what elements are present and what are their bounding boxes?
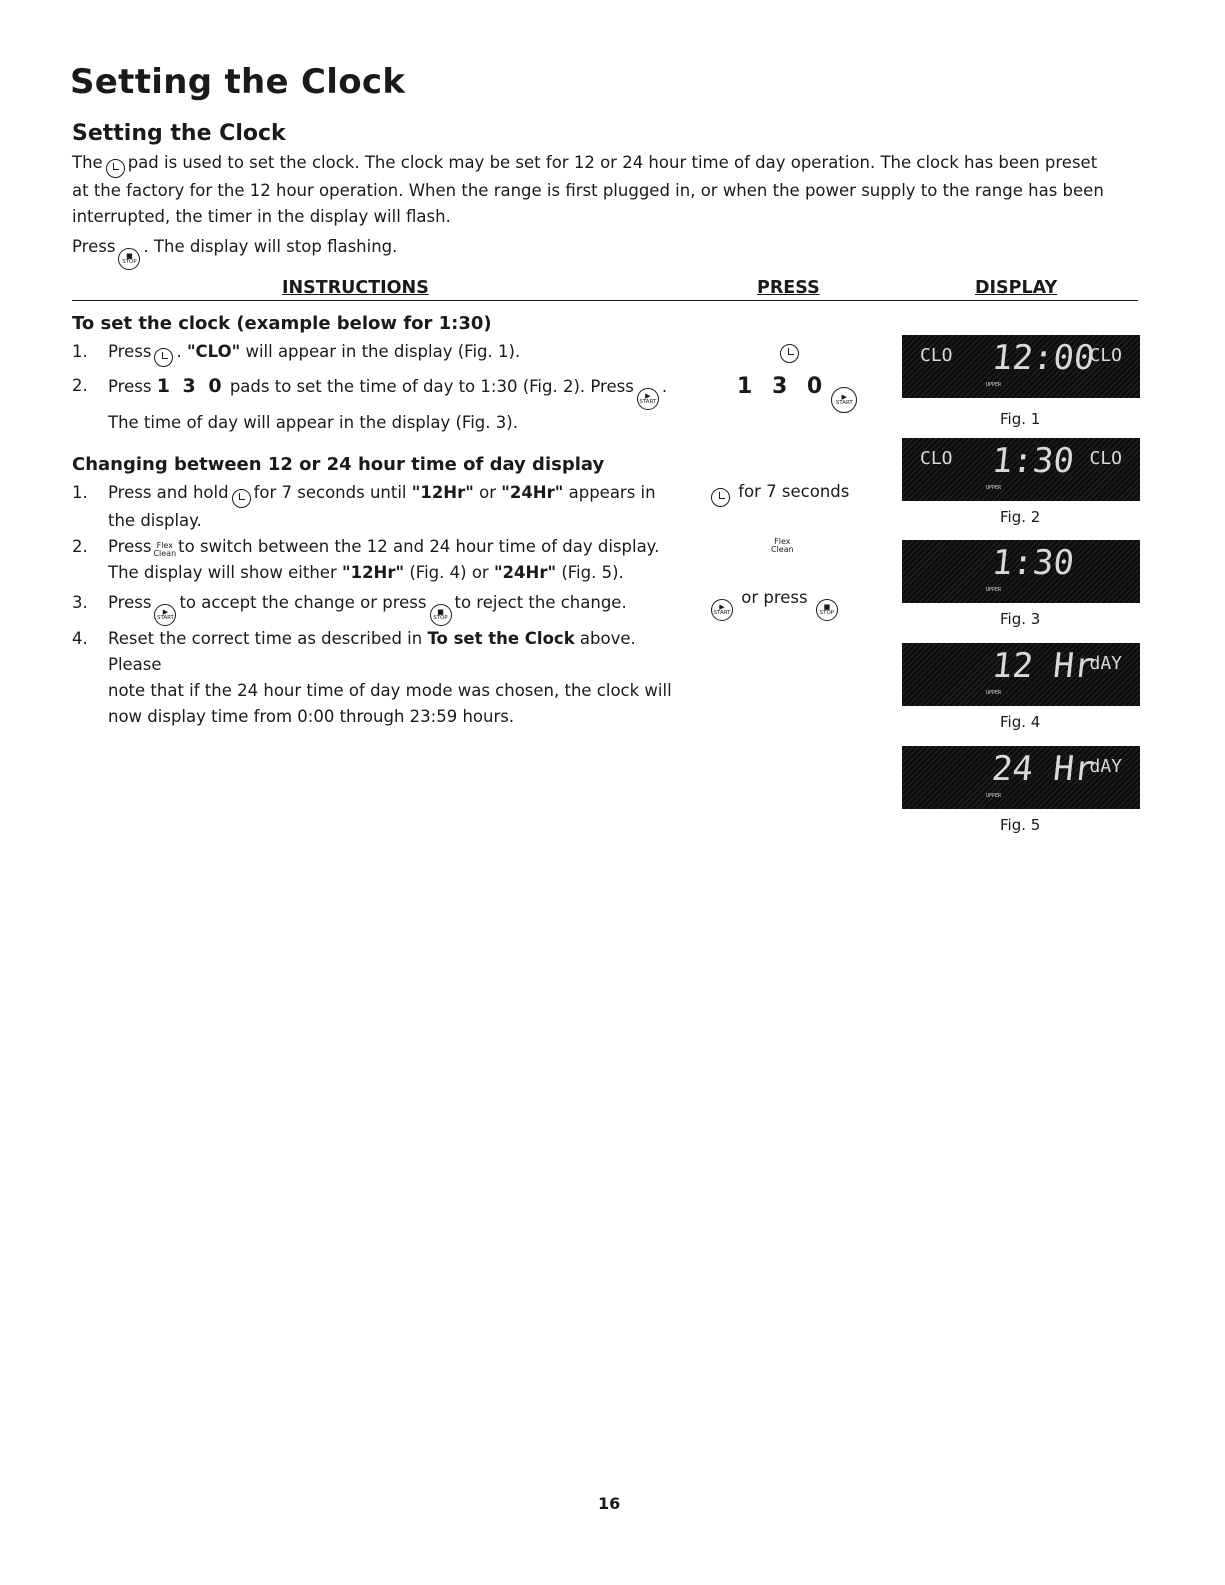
intro-paragraph <box>72 150 1142 270</box>
intro-text: . The display will stop flashing. <box>143 237 398 256</box>
figure-caption: Fig. 2 <box>1000 508 1041 526</box>
oven-display-fig1: CLO 12:00 CLO UPPER <box>902 335 1140 398</box>
column-headers <box>72 278 1138 301</box>
list-item: 4. Reset the correct time as described in To set the Clock above. Please note that if the 24 hour time of day mode was chosen, the clock will now display time from 0:00 through 23:59 hours. <box>72 629 672 727</box>
list-item: 2. Press 1 3 0 pads to set the time of day to 1:30 (Fig. 2). Press ▶ START . The time of day will appear in the display (Fig. 3). <box>72 375 668 433</box>
intro-line-1 <box>72 150 1142 178</box>
section2-title: Changing between 12 or 24 hour time of day display <box>72 454 605 475</box>
section-heading: Setting the Clock <box>72 121 286 146</box>
intro-line-4 <box>72 234 1142 270</box>
stop-icon: ■ STOP <box>118 248 140 270</box>
clock-icon <box>106 159 125 178</box>
press-start-or-stop: ▶ START or press ■ STOP <box>708 588 841 621</box>
flex-clean-key: Flex Clean <box>771 537 794 554</box>
clock-icon <box>154 348 173 367</box>
start-icon: ▶ START <box>831 387 857 413</box>
header-press: PRESS <box>757 278 820 298</box>
section2-list <box>72 480 682 730</box>
section1-title: To set the clock (example below for 1:30) <box>72 313 492 334</box>
page-number: 16 <box>598 1494 621 1513</box>
intro-line-2: at the factory for the 12 hour operation. When the range is first plugged in, or when the power supply to the range has been <box>72 181 1104 200</box>
figure-caption: Fig. 3 <box>1000 610 1041 628</box>
start-icon: ▶ START <box>637 388 659 410</box>
section1-list <box>72 339 692 436</box>
stop-icon: ■ STOP <box>816 599 838 621</box>
stop-icon: ■ STOP <box>430 604 452 626</box>
list-item: 1. Press and hold for 7 seconds until "12Hr" or "24Hr" appears in the display. <box>72 483 656 530</box>
oven-display-fig5: 24 Hr dAY UPPER <box>902 746 1140 809</box>
press-digits-start: 1 3 0 ▶ START <box>737 374 860 413</box>
press-flex-clean <box>769 533 796 554</box>
start-icon: ▶ START <box>154 604 176 626</box>
clock-icon <box>780 344 799 363</box>
list-item: 2. Press Flex Clean to switch between the 12 and 24 hour time of day display. The display will show either "12Hr" (Fig. 4) or "24Hr" (Fig. 5). <box>72 537 660 582</box>
intro-text: Press <box>72 237 116 256</box>
header-instructions: INSTRUCTIONS <box>282 278 429 298</box>
figure-caption: Fig. 5 <box>1000 816 1041 834</box>
intro-text: The <box>72 153 103 172</box>
intro-text: pad is used to set the clock. The clock may be set for 12 or 24 hour time of day operation. The clock has been preset <box>127 153 1098 172</box>
oven-display-fig2: CLO 1:30 CLO UPPER <box>902 438 1140 501</box>
clock-icon <box>711 488 730 507</box>
header-display: DISPLAY <box>975 278 1058 298</box>
press-clock <box>777 338 802 363</box>
figure-caption: Fig. 4 <box>1000 713 1041 731</box>
figure-caption: Fig. 1 <box>1000 410 1041 428</box>
intro-line-3: interrupted, the timer in the display will flash. <box>72 207 451 226</box>
oven-display-fig3: 1:30 UPPER <box>902 540 1140 603</box>
start-icon: ▶ START <box>711 599 733 621</box>
list-item: 3. Press ▶ START to accept the change or press ■ STOP to reject the change. <box>72 590 682 626</box>
list-item: 1. Press . "CLO" will appear in the display (Fig. 1). <box>72 339 692 367</box>
flex-clean-key: Flex Clean <box>153 541 177 558</box>
clock-icon <box>232 489 251 508</box>
page-title: Setting the Clock <box>70 62 406 102</box>
oven-display-fig4: 12 Hr dAY UPPER <box>902 643 1140 706</box>
press-hold-clock: for 7 seconds <box>708 482 849 507</box>
